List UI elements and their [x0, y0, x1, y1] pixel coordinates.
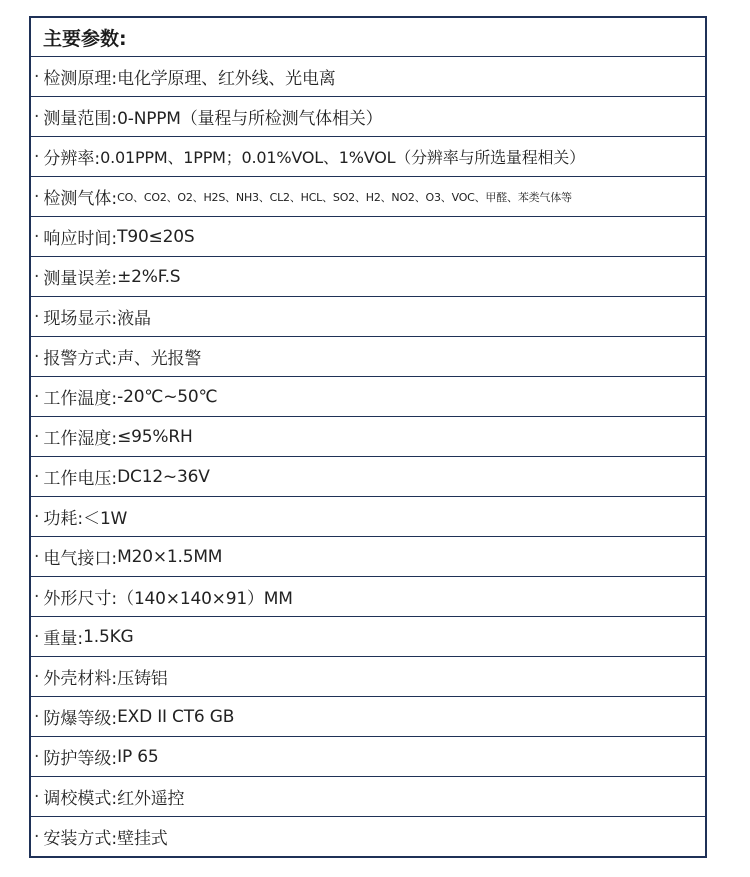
- param-row-housing-material: [31, 656, 705, 696]
- param-row-installation-method: [31, 816, 705, 856]
- param-label: 测量误差:: [43, 269, 118, 289]
- param-value: M20×1.5MM: [117, 546, 223, 567]
- param-value: -20℃~50℃: [117, 386, 218, 407]
- param-value: ＜1W: [83, 509, 128, 529]
- param-row-electrical-interface: [31, 536, 705, 576]
- bullet: ·: [34, 146, 40, 167]
- param-value: 压铸铝: [117, 669, 168, 689]
- param-label: 调校模式:: [43, 789, 118, 809]
- bullet: ·: [34, 386, 40, 407]
- param-row-display: [31, 296, 705, 336]
- param-row-detected-gases: [31, 176, 705, 216]
- param-value: 液晶: [117, 309, 151, 329]
- bullet: ·: [34, 106, 40, 127]
- param-label: 防护等级:: [43, 749, 118, 769]
- param-row-measuring-range: [31, 96, 705, 136]
- param-label: 功耗:: [43, 509, 84, 529]
- param-label: 现场显示:: [43, 309, 118, 329]
- param-row-detection-principle: [31, 56, 705, 96]
- param-row-operating-temperature: [31, 376, 705, 416]
- param-value: ±2%F.S: [117, 266, 181, 287]
- bullet: ·: [34, 826, 40, 847]
- bullet: ·: [34, 586, 40, 607]
- param-row-protection-grade: [31, 736, 705, 776]
- bullet: ·: [34, 426, 40, 447]
- param-label: 工作温度:: [43, 389, 118, 409]
- param-row-resolution: [31, 136, 705, 176]
- param-label: 报警方式:: [43, 349, 118, 369]
- param-value: 壁挂式: [117, 829, 168, 849]
- param-row-alarm-mode: [31, 336, 705, 376]
- bullet: ·: [34, 666, 40, 687]
- param-label: 外形尺寸:: [43, 589, 118, 609]
- param-label: 检测气体:: [43, 189, 118, 209]
- param-row-measurement-error: [31, 256, 705, 296]
- parameter-table: [29, 16, 707, 858]
- param-value: CO、CO2、O2、H2S、NH3、CL2、HCL、SO2、H2、NO2、O3、VOC、甲醛、苯类气体等: [117, 190, 572, 204]
- param-value: EXD II CT6 GB: [117, 706, 235, 727]
- param-label: 重量:: [43, 629, 84, 649]
- table-header: [31, 18, 705, 56]
- param-value: 声、光报警: [117, 349, 202, 369]
- bullet: ·: [34, 266, 40, 287]
- param-label: 工作电压:: [43, 469, 118, 489]
- bullet: ·: [34, 226, 40, 247]
- param-value: IP 65: [117, 746, 159, 767]
- bullet: ·: [34, 506, 40, 527]
- param-value: 1.5KG: [83, 626, 134, 647]
- param-value: DC12~36V: [117, 466, 210, 487]
- param-row-response-time: [31, 216, 705, 256]
- param-value: 0.01PPM、1PPM；0.01%VOL、1%VOL（分辨率与所选量程相关）: [100, 148, 585, 167]
- bullet: ·: [34, 706, 40, 727]
- param-value: （140×140×91）MM: [117, 589, 293, 609]
- bullet: ·: [34, 186, 40, 207]
- bullet: ·: [34, 746, 40, 767]
- param-label: 分辨率:: [43, 149, 101, 169]
- bullet: ·: [34, 346, 40, 367]
- param-row-explosion-proof-grade: [31, 696, 705, 736]
- param-label: 工作湿度:: [43, 429, 118, 449]
- param-value: 0-NPPM（量程与所检测气体相关）: [117, 109, 383, 129]
- param-label: 响应时间:: [43, 229, 118, 249]
- param-label: 防爆等级:: [43, 709, 118, 729]
- param-row-power-consumption: [31, 496, 705, 536]
- bullet: ·: [34, 626, 40, 647]
- param-row-operating-voltage: [31, 456, 705, 496]
- table-title: 主要参数:: [43, 27, 127, 50]
- param-label: 检测原理:: [43, 69, 118, 89]
- param-value: 电化学原理、红外线、光电离: [117, 69, 336, 89]
- param-label: 安装方式:: [43, 829, 118, 849]
- param-value: T90≤20S: [117, 226, 195, 247]
- param-value: 红外遥控: [117, 789, 185, 809]
- bullet: ·: [34, 786, 40, 807]
- param-label: 外壳材料:: [43, 669, 118, 689]
- bullet: ·: [34, 306, 40, 327]
- param-row-dimensions: [31, 576, 705, 616]
- param-label: 电气接口:: [43, 549, 118, 569]
- param-row-operating-humidity: [31, 416, 705, 456]
- bullet: ·: [34, 546, 40, 567]
- param-row-weight: [31, 616, 705, 656]
- bullet: ·: [34, 66, 40, 87]
- param-label: 测量范围:: [43, 109, 118, 129]
- bullet: ·: [34, 466, 40, 487]
- param-row-calibration-mode: [31, 776, 705, 816]
- param-value: ≤95%RH: [117, 426, 193, 447]
